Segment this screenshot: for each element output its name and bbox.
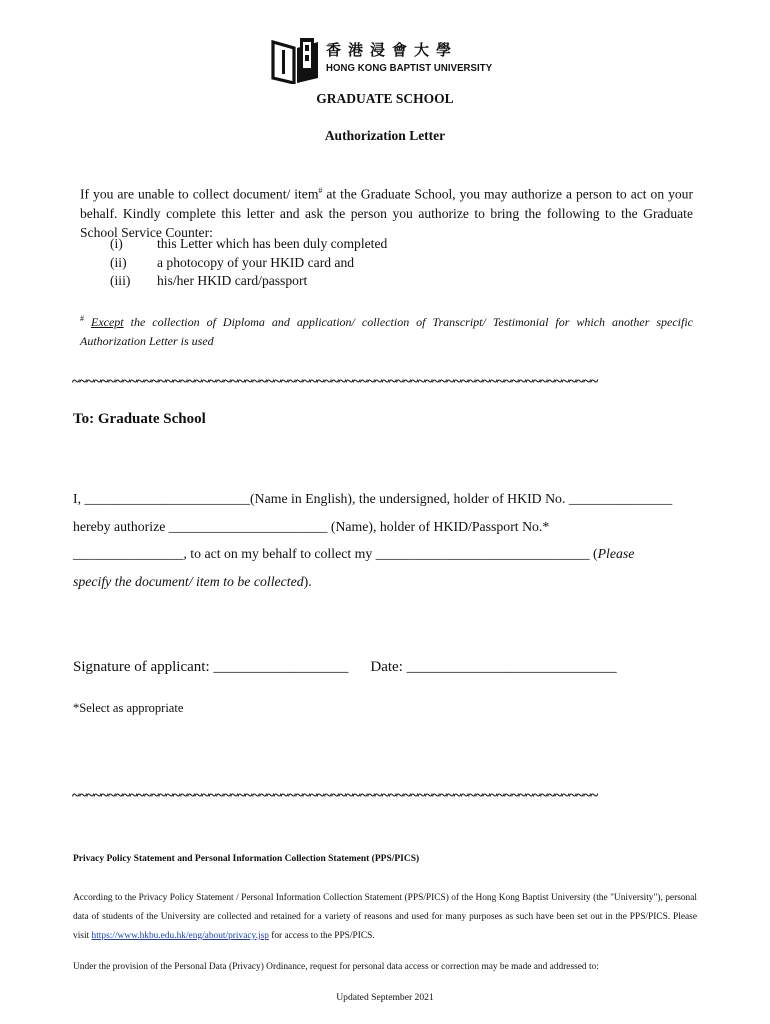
signature-field[interactable]: Signature of applicant: __________________ [73,659,349,675]
updated-date: Updated September 2021 [336,992,434,1003]
form-line-name[interactable]: I, ________________________(Name in English), the undersigned, holder of HKID No. _______________ [73,491,673,506]
privacy-title: Privacy Policy Statement and Personal Information Collection Statement (PPS/PICS) [73,854,420,864]
university-logo [270,36,510,86]
separator-bottom: ~~~~~~~~~~~~~~~~~~~~~~~~~~~~~~~~~~~~~~~~~~~~~~~~~~~~~~~~~~~~~~~~~~~~~~~~~ [72,789,598,803]
privacy-provision: Under the provision of the Personal Data (Privacy) Ordinance, request for personal data access or correction may be made and addressed to: [73,962,599,972]
university-chinese-name: 香港浸會大學 [326,41,459,59]
university-english-name: HONG KONG BAPTIST UNIVERSITY [326,63,493,74]
hash-mark: # [318,186,323,195]
footnote: # Except the collection of Diploma and application/ collection of Transcript/ Testimonial for which another specific Authorization Letter is used [80,314,694,348]
form-line-authorize[interactable]: hereby authorize _______________________ (Name), holder of HKID/Passport No.* [73,519,550,534]
school-heading: GRADUATE SCHOOL [316,91,454,106]
privacy-link[interactable]: https://www.hkbu.edu.hk/eng/about/privacy.jsp [91,931,269,941]
privacy-paragraph: According to the Privacy Policy Statement / Personal Information Collection Statement (PPS/PICS) of the Hong Kong Baptist University (the "University"), personal data of students of the University are collected and retained for a variety of reasons and used for many purposes as such have been set out in the PPS/PICS. Please visit https://www.hkbu.edu.hk/eng/about/privacy.jsp for access to the PPS/PICS. [73,893,697,941]
select-note: *Select as appropriate [73,701,184,715]
document-title: Authorization Letter [324,128,446,143]
hkbu-emblem-icon [270,36,322,84]
signature-row[interactable] [73,659,617,676]
separator-top: ~~~~~~~~~~~~~~~~~~~~~~~~~~~~~~~~~~~~~~~~~~~~~~~~~~~~~~~~~~~~~~~~~~~~~~~~~ [72,375,598,389]
form-line-specify: specify the document/ item to be collected). [73,574,312,589]
form-line-collect[interactable]: ________________, to act on my behalf to collect my _______________________________ (Please [73,546,635,561]
addressee: To: Graduate School [73,411,206,427]
authorization-letter-page: 香港浸會大學 HONG KONG BAPTIST UNIVERSITY GRADUATE SCHOOL Authorization Letter If you are unable to collect document/ item# at the Graduate School, you may authorize a person to act on your behalf. Kindly complete this letter and ask the person you authorize to bring the following to the Graduate School Service Counter: (i) this Letter which has been duly completed (ii) a photocopy of your HKID card and (iii) his/her HKID card/passport # Except the collection of Diploma and application/ collection of Transcript/ Testimonial for which another specific Authorization Letter is used ~~~~~~~~~~~~~~~~~~~~~~~~~~~~~~~~~~~~~~~~~~~~~~~~~~~~~~~~~~~~~~~~~~~~~~~~~ To: Graduate School I, ________________________(Name in English), the undersigned, holder of HKID No. _______________ hereby authorize _______________________ (Name), holder of HKID/Passport No.* ________________, to act on my behalf to collect my _______________________________ (Please specify the document/ item to be collected). Signature of applicant: __________________ Date: ____________________________ *Select as appropriate ~~~~~~~~~~~~~~~~~~~~~~~~~~~~~~~~~~~~~~~~~~~~~~~~~~~~~~~~~~~~~~~~~~~~~~~~~ Privacy Policy Statement and Personal Information Collection Statement (PPS/PICS) According to the Privacy Policy Statement / Personal Information Collection Statement (PPS/PICS) of the Hong Kong Baptist University (the "University"), personal data of students of the University are collected and retained for a variety of reasons and used for many purposes as such have been set out in the PPS/PICS. Please visit https://www.hkbu.edu.hk/eng/about/privacy.jsp for access to the PPS/PICS. Under the provision of the Personal Data (Privacy) Ordinance, request for personal data access or correction may be made and addressed to: Updated September 2021 [0,0,770,1024]
date-field[interactable]: Date: ____________________________ [370,659,617,675]
intro-paragraph: If you are unable to collect document/ item# at the Graduate School, you may authorize a person to act on your behalf. Kindly complete this letter and ask the person you authorize to bring the following to the Graduate School Service Counter: [80,186,693,240]
